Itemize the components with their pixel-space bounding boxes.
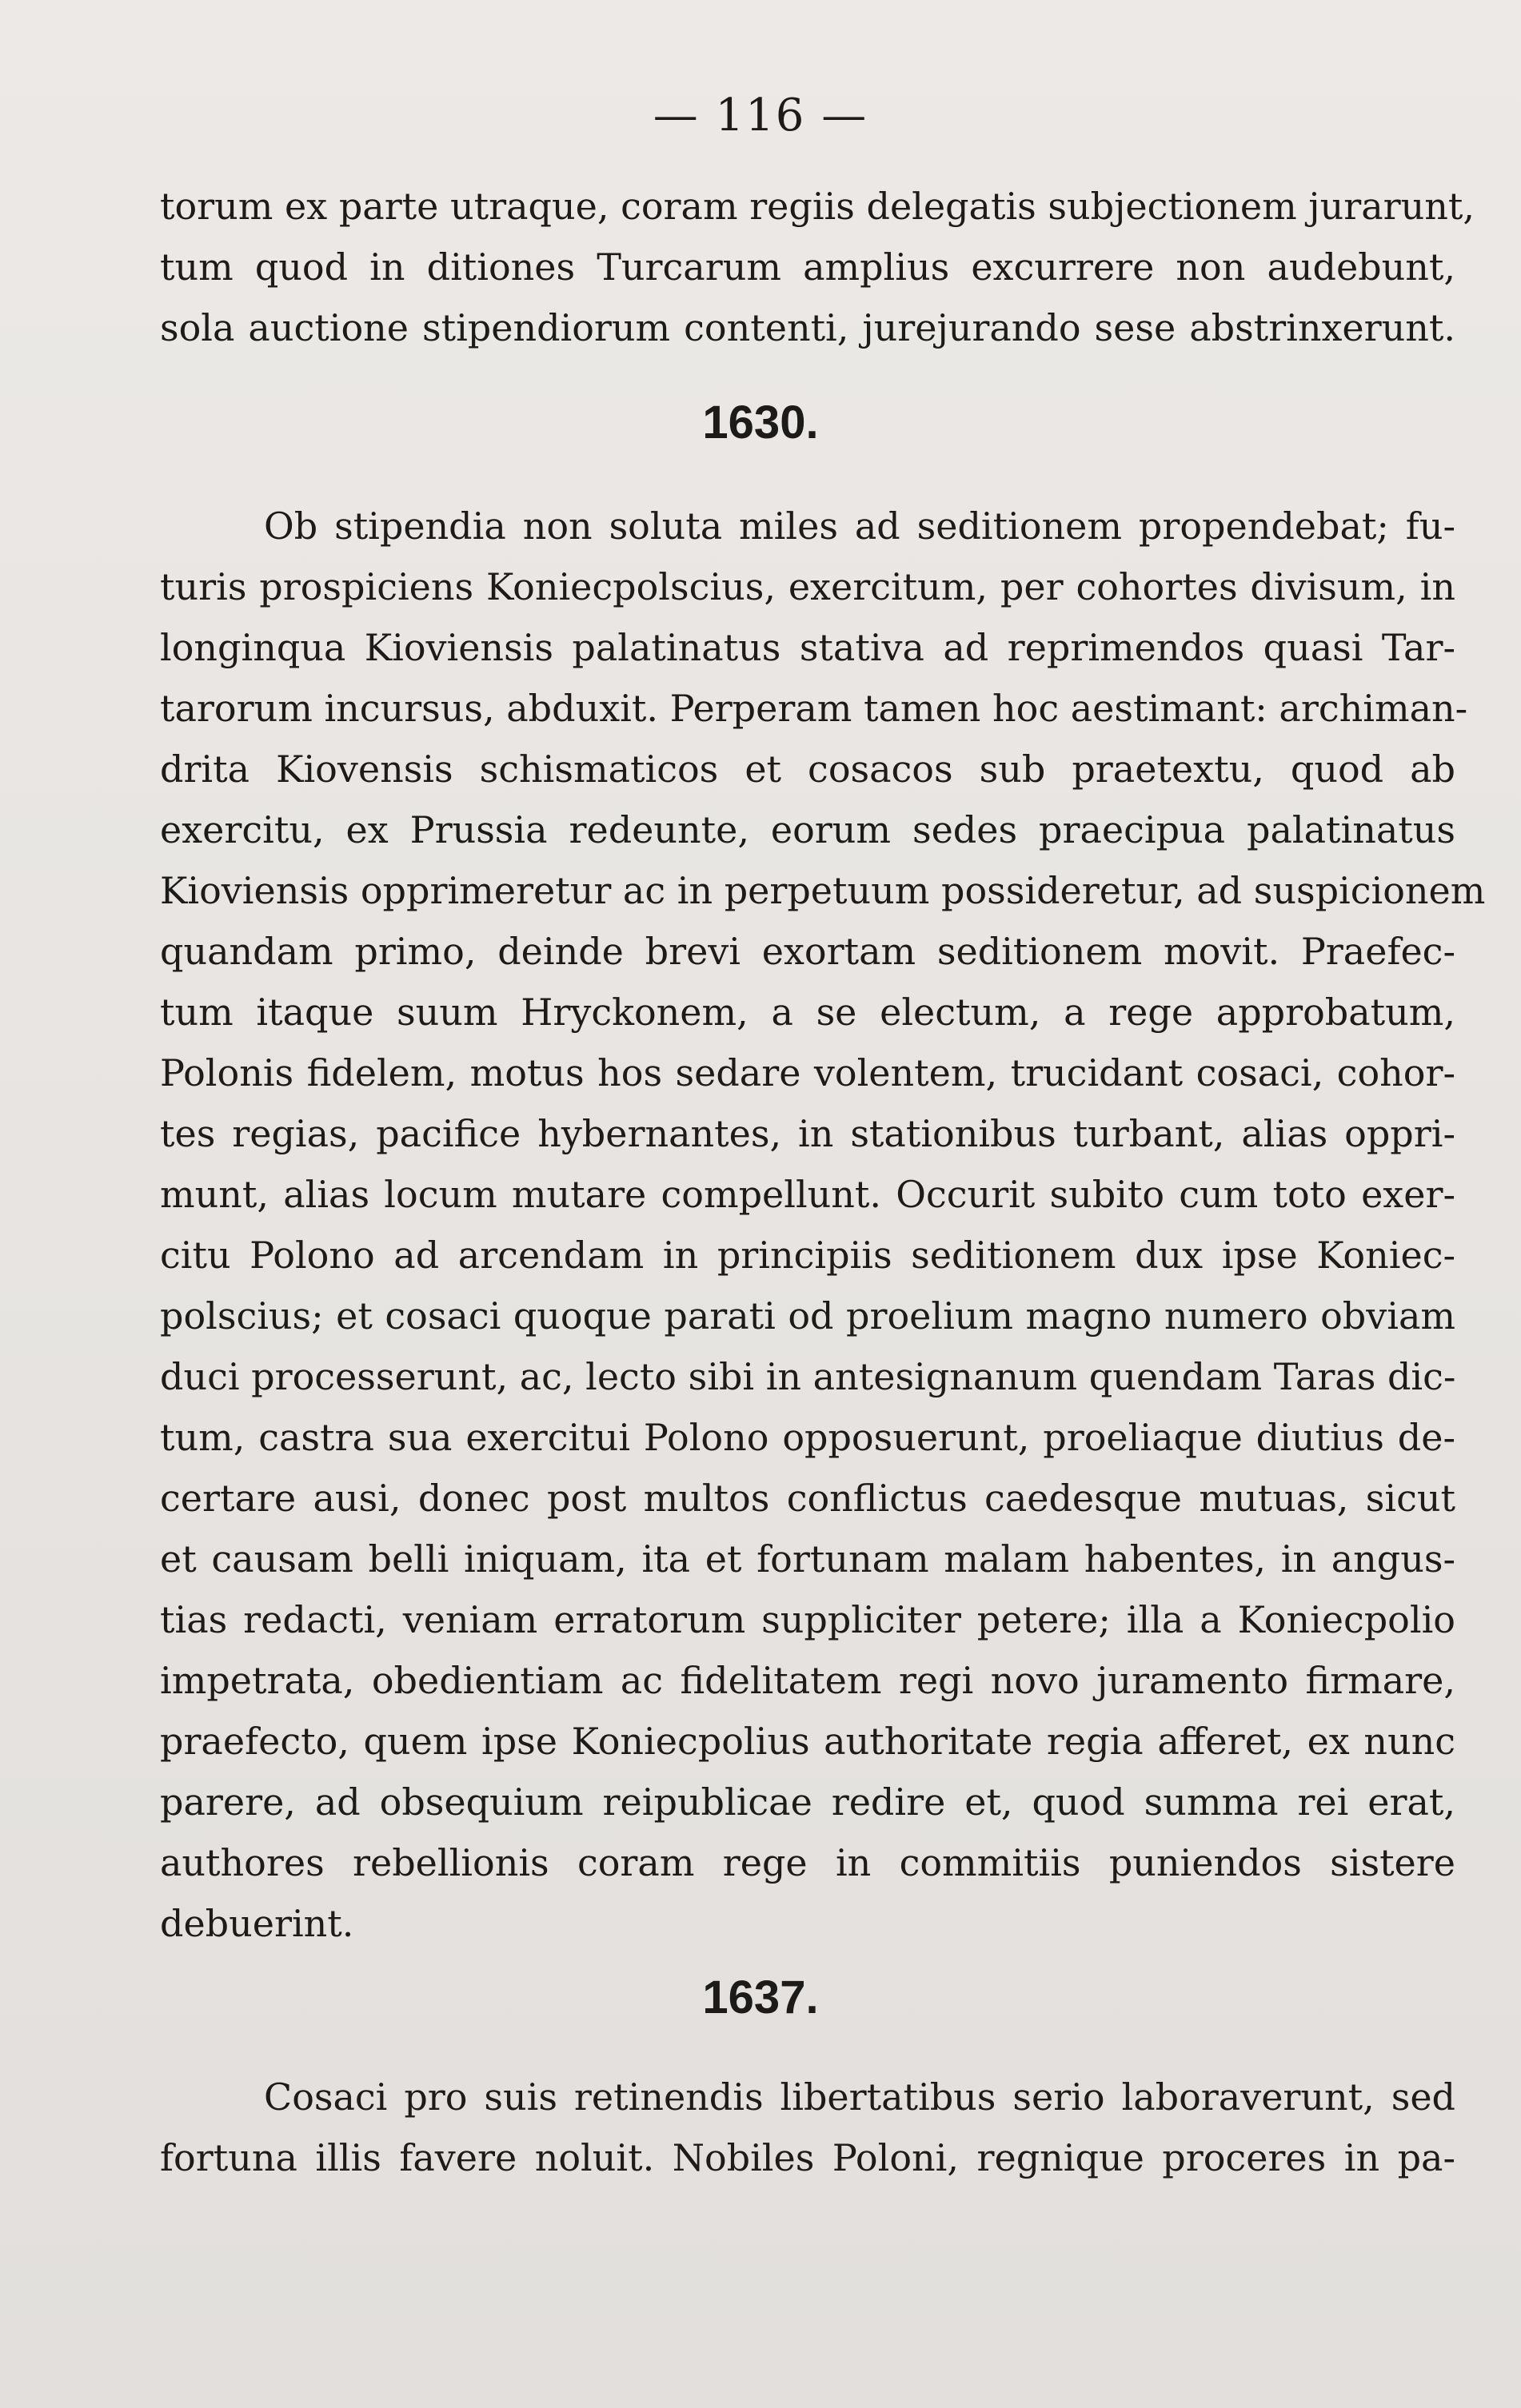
text-line: sola auctione stipendiorum contenti, jurejurando sese abstrinxerunt. (160, 306, 1455, 349)
text-line: longinqua Kioviensis palatinatus stativa ad reprimendos quasi Tar- (160, 626, 1455, 669)
year-heading-1630: 1630. (702, 397, 819, 449)
text-line: Cosaci pro suis retinendis libertatibus serio laboraverunt, sed (264, 2075, 1455, 2119)
section-1637-paragraph (160, 2067, 1455, 2188)
text-line: Polonis fidelem, motus hos sedare volentem, trucidant cosaci, cohor- (160, 1051, 1455, 1094)
text-line: tum itaque suum Hryckonem, a se electum, a rege approbatum, (160, 991, 1455, 1034)
page-number: — 116 — (653, 90, 868, 142)
text-line: polscius; et cosaci quoque parati od proelium magno numero obviam (160, 1294, 1455, 1338)
section-1630-paragraph (160, 496, 1486, 1954)
text-line: torum ex parte utraque, coram regiis delegatis subjectionem jurarunt, (160, 185, 1475, 228)
text-line: authores rebellionis coram rege in commitiis puniendos sistere (160, 1841, 1455, 1884)
year-heading-1637: 1637. (702, 1971, 819, 2023)
text-line: debuerint. (160, 1902, 354, 1945)
text-line: turis prospiciens Koniecpolscius, exercitum, per cohortes divisum, in (160, 565, 1455, 608)
text-line: exercitu, ex Prussia redeunte, eorum sedes praecipua palatinatus (160, 808, 1455, 851)
text-line: Kioviensis opprimeretur ac in perpetuum possideretur, ad suspicionem (160, 869, 1486, 912)
text-line: Ob stipendia non soluta miles ad seditionem propendebat; fu- (264, 504, 1455, 548)
text-line: et causam belli iniquam, ita et fortunam malam habentes, in angus- (160, 1537, 1455, 1581)
text-line: munt, alias locum mutare compellunt. Occurit subito cum toto exer- (160, 1173, 1455, 1216)
text-line: fortuna illis favere noluit. Nobiles Poloni, regnique proceres in pa- (160, 2136, 1455, 2179)
text-line: tum, castra sua exercitui Polono opposuerunt, proeliaque diutius de- (160, 1416, 1455, 1459)
text-line: certare ausi, donec post multos conflictus caedesque mutuas, sicut (160, 1477, 1455, 1520)
intro-paragraph (160, 176, 1475, 358)
text-line: tias redacti, veniam erratorum suppliciter petere; illa a Koniecpolio (160, 1598, 1455, 1641)
text-line: impetrata, obedientiam ac fidelitatem regi novo juramento firmare, (160, 1659, 1455, 1702)
text-line: tes regias, pacifice hybernantes, in stationibus turbant, alias oppri- (160, 1112, 1455, 1155)
text-line: tum quod in ditiones Turcarum amplius excurrere non audebunt, (160, 245, 1455, 289)
text-line: praefecto, quem ipse Koniecpolius authoritate regia afferet, ex nunc (160, 1720, 1455, 1763)
text-line: duci processerunt, ac, lecto sibi in antesignanum quendam Taras dic- (160, 1355, 1456, 1398)
text-line: tarorum incursus, abduxit. Perperam tamen hoc aestimant: archiman- (160, 687, 1468, 730)
text-line: citu Polono ad arcendam in principiis seditionem dux ipse Koniec- (160, 1234, 1455, 1277)
text-line: quandam primo, deinde brevi exortam seditionem movit. Praefec- (160, 930, 1455, 973)
text-line: parere, ad obsequium reipublicae redire et, quod summa rei erat, (160, 1780, 1455, 1824)
text-line: drita Kiovensis schismaticos et cosacos sub praetextu, quod ab (160, 748, 1455, 791)
